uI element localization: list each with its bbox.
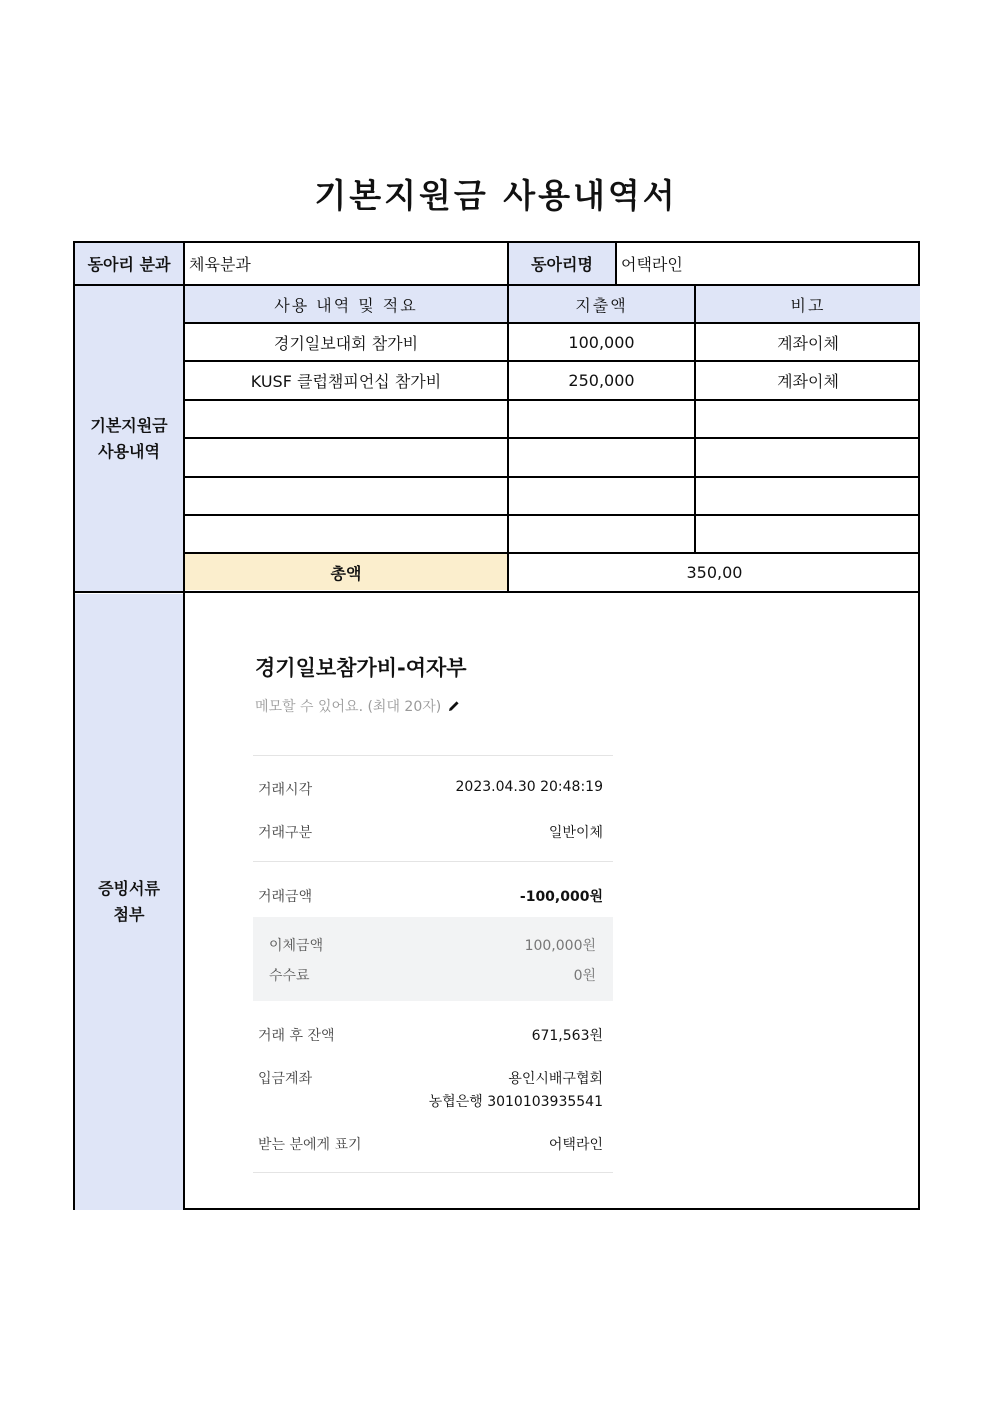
column-divider [615,243,617,284]
club-division-value: 체육분과 [189,255,251,274]
deposit-account-number: 농협은행 3010103935541 [428,1094,603,1110]
page-title: 기본지원금 사용내역서 [314,176,678,215]
total-value: 350,00 [686,562,743,582]
row-2-amount: 250,000 [568,371,635,390]
row-1-note: 계좌이체 [777,333,839,353]
usage-section-label-line2: 사용내역 [98,442,160,461]
receipt-divider [253,755,613,756]
fee-label: 수수료 [269,968,310,984]
evidence-section-label [75,594,183,1210]
row-divider [183,437,920,439]
row-2-description: KUSF 클럽챔피언십 참가비 [250,372,442,391]
usage-section-label-line1: 기본지원금 [90,416,168,435]
row-divider [75,284,920,286]
row-divider [183,360,920,362]
recipient-display-label: 받는 분에게 표기 [258,1137,362,1153]
row-1-description: 경기일보대회 참가비 [273,333,419,353]
column-header-amount: 지출액 [509,286,694,322]
receipt-divider [253,1172,613,1173]
column-divider [183,243,185,1210]
row-divider [183,322,920,324]
section-divider [75,591,920,593]
memo-field[interactable] [255,696,461,716]
fee-value: 0원 [573,968,596,984]
column-divider [507,243,509,591]
club-division-label: 동아리 분과 [75,243,183,284]
balance-label: 거래 후 잔액 [258,1028,335,1044]
row-1-amount: 100,000 [568,332,635,352]
club-name-value: 어택라인 [621,255,683,274]
receipt-divider [253,861,613,862]
amount-label: 거래금액 [258,889,313,905]
deposit-account-name: 용인시배구협회 [508,1071,603,1087]
memo-placeholder: 메모할 수 있어요. (최대 20자) [255,699,442,715]
recipient-display-value: 어택라인 [548,1137,603,1153]
receipt-title: 경기일보참가비-여자부 [255,656,467,680]
deposit-account-label: 입금계좌 [258,1071,313,1087]
row-divider [183,514,920,516]
column-divider [694,284,696,552]
column-header-description: 사용 내역 및 적요 [185,286,507,322]
transfer-label: 이체금액 [269,938,324,954]
amount-detail-box [253,917,613,1001]
total-label: 총액 [185,554,507,590]
usage-report-table [73,241,920,1210]
row-divider [183,552,920,554]
row-divider [183,476,920,478]
time-label: 거래시각 [258,782,313,798]
column-header-note: 비고 [696,286,920,322]
club-name-label: 동아리명 [509,243,615,284]
type-value: 일반이체 [548,825,603,841]
time-value: 2023.04.30 20:48:19 [455,779,603,795]
evidence-section-label-line2: 첨부 [113,905,145,924]
pencil-icon[interactable] [447,699,461,713]
balance-value: 671,563원 [531,1028,603,1044]
row-divider [183,399,920,401]
transfer-value: 100,000원 [524,938,596,954]
usage-section-label [75,286,183,592]
evidence-section-label-line1: 증빙서류 [98,879,160,898]
amount-value: -100,000원 [519,889,603,905]
row-2-note: 계좌이체 [777,372,839,391]
type-label: 거래구분 [258,825,313,841]
